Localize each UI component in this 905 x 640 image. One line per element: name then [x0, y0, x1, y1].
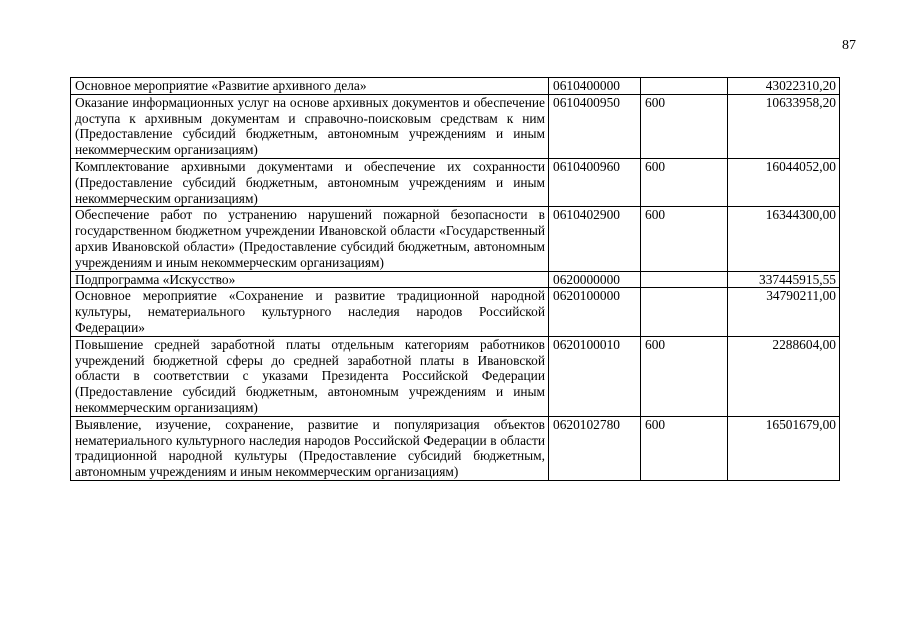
row-amount: 16501679,00 [728, 416, 840, 480]
row-name: Выявление, изучение, сохранение, развитие и популяризация объектов нематериального культурного наследия народов Российской Федерации в области традиционной народной культуры (Предоставление субсидий бюджетным, автономным учреждениям и иным некоммерческим организациям) [71, 416, 549, 480]
row-amount: 43022310,20 [728, 78, 840, 95]
row-target-code: 0620100000 [549, 288, 641, 336]
table-row [71, 78, 840, 95]
row-name: Основное мероприятие «Сохранение и развитие традиционной народной культуры, нематериального культурного наследия народов Российской Федерации» [71, 288, 549, 336]
row-target-code: 0610402900 [549, 207, 641, 271]
row-amount: 16044052,00 [728, 158, 840, 206]
row-amount: 34790211,00 [728, 288, 840, 336]
row-name: Обеспечение работ по устранению нарушений пожарной безопасности в государственном бюджетном учреждении Ивановской области «Государственный архив Ивановской области» (Предоставление субсидий бюджетным, автономным учреждениям и иным некоммерческим организациям) [71, 207, 549, 271]
table-row [71, 288, 840, 336]
page-number: 87 [842, 38, 856, 53]
row-target-code: 0610400950 [549, 94, 641, 158]
row-amount: 2288604,00 [728, 336, 840, 416]
table-row [71, 158, 840, 206]
row-amount: 10633958,20 [728, 94, 840, 158]
row-target-code: 0620100010 [549, 336, 641, 416]
row-target-code: 0620102780 [549, 416, 641, 480]
row-amount: 16344300,00 [728, 207, 840, 271]
row-expense-group: 600 [641, 336, 728, 416]
row-amount: 337445915,55 [728, 271, 840, 288]
row-target-code: 0610400960 [549, 158, 641, 206]
row-expense-group [641, 78, 728, 95]
row-expense-group [641, 271, 728, 288]
row-target-code: 0620000000 [549, 271, 641, 288]
row-expense-group: 600 [641, 94, 728, 158]
row-expense-group [641, 288, 728, 336]
table-row [71, 336, 840, 416]
row-name: Оказание информационных услуг на основе архивных документов и обеспечение доступа к архивным документам и справочно-поисковым средствам к ним (Предоставление субсидий бюджетным, автономным учреждениям и иным некоммерческим организациям) [71, 94, 549, 158]
row-expense-group: 600 [641, 207, 728, 271]
row-name: Комплектование архивными документами и обеспечение их сохранности (Предоставление субсидий бюджетным, автономным учреждениям и иным некоммерческим организациям) [71, 158, 549, 206]
row-expense-group: 600 [641, 158, 728, 206]
table-row [71, 271, 840, 288]
row-name: Повышение средней заработной платы отдельным категориям работников учреждений бюджетной сферы до средней заработной платы в Ивановской области в соответствии с указами Президента Российской Федерации (Предоставление субсидий бюджетным, автономным учреждениям и иным некоммерческим организациям) [71, 336, 549, 416]
table-row [71, 207, 840, 271]
row-expense-group: 600 [641, 416, 728, 480]
budget-table [70, 77, 840, 481]
row-target-code: 0610400000 [549, 78, 641, 95]
row-name: Подпрограмма «Искусство» [71, 271, 549, 288]
table-row [71, 416, 840, 480]
row-name: Основное мероприятие «Развитие архивного дела» [71, 78, 549, 95]
table-row [71, 94, 840, 158]
